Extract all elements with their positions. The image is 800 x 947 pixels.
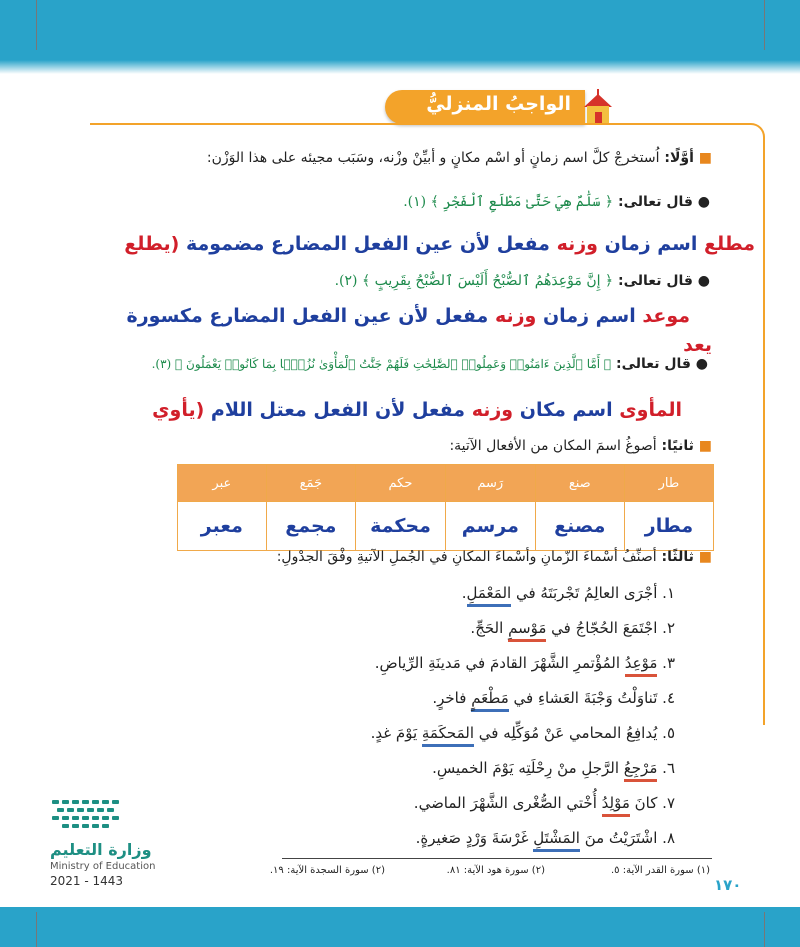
answer-3-word: المأوى: [619, 399, 682, 421]
second-label: ثانيًا:: [661, 438, 694, 454]
sentence-number: ٢.: [662, 619, 675, 637]
homework-title-tab: [385, 90, 585, 124]
sentence-text: .: [461, 584, 467, 602]
place-noun: مَطْعَمٍ: [471, 689, 509, 712]
answer-3-verb: (يأوي: [152, 399, 205, 421]
answer-2: [127, 305, 690, 327]
verbs-table: [177, 464, 714, 551]
verse-3-text: ﴿ أَمَّا ٱلَّذِينَ ءَامَنُوا۟ وَعَمِلُوا۟ ٱلصَّٰلِحَٰتِ فَلَهُمْ جَنَّٰتُ ٱلْمَأْوَىٰ نُزُلًۢا بِمَا كَانُوا۟ يَعْمَلُونَ ﴾ (٣).: [151, 357, 612, 371]
bullet-icon: ■: [693, 549, 712, 565]
sentence-number: ١.: [662, 584, 675, 602]
answer-cell: مرسم: [445, 502, 535, 551]
first-instruction: [207, 150, 712, 166]
verse-3: ● قال تعالى: ﴿ أَمَّا ٱلَّذِينَ ءَامَنُوا۟ وَعَمِلُوا۟ ٱلصَّٰلِحَٰتِ فَلَهُمْ جَنَّٰتُ ٱلْمَأْوَىٰ نُزُلًۢا بِمَا كَانُوا۟ يَعْمَلُونَ ﴾ (٣).: [151, 356, 708, 372]
time-noun: مَرْجِعُ: [624, 759, 658, 782]
answer-1-type: اسم زمان: [604, 233, 698, 255]
ministry-name-arabic: وزارة التعليم: [50, 840, 152, 859]
verb-cell: جَمَع: [266, 465, 355, 502]
sentence-number: ٨.: [662, 829, 675, 847]
verb-cell: حكم: [355, 465, 445, 502]
sentence-text: الحَجِّ.: [470, 619, 509, 637]
answer-1-weight-label: وزنه: [556, 233, 598, 255]
sentence-text: اجْتَمَعَ الحُجّاجُ في: [546, 619, 658, 637]
sentence-5: [371, 724, 675, 742]
top-banner: [0, 0, 800, 62]
sentence-number: ٥.: [662, 724, 675, 742]
verb-cell: رَسم: [445, 465, 535, 502]
footnote-3: (٢) سورة السجدة الآية: ١٩.: [269, 865, 385, 876]
sentence-text: أجْرَى العالِمُ تَجْربَتَهُ في: [511, 584, 658, 602]
time-noun: مَوْلِدُ: [602, 794, 630, 817]
bullet-icon: ■: [693, 150, 712, 166]
answer-1-word: مطلع: [703, 233, 755, 255]
verse-2: ● قال تعالى: ﴿ إِنَّ مَوْعِدَهُمُ ٱلصُّبْحُ أَلَيْسَ ٱلصُّبْحُ بِقَرِيبٍ ﴾ (٢).: [334, 273, 710, 289]
crop-mark-bottom-left: [36, 912, 37, 947]
answer-3-weight-label: وزنه: [471, 399, 514, 421]
third-label: ثالثًا:: [661, 549, 694, 565]
answer-3: [152, 399, 682, 421]
sentence-2: [470, 619, 675, 637]
sentence-number: ٤.: [662, 689, 675, 707]
answer-1-reason: مفعل لأن عين الفعل المضارع مضمومة: [185, 233, 550, 255]
verse-3-lead: قال تعالى:: [616, 356, 691, 372]
sentence-text: فاخرٍ.: [432, 689, 472, 707]
verse-2-lead: قال تعالى:: [618, 273, 693, 289]
sentence-8: [416, 829, 675, 847]
place-noun: المَشْتَلِ: [533, 829, 580, 852]
place-noun: المَحكَمَةِ: [422, 724, 474, 747]
answer-cell: مطار: [624, 502, 713, 551]
sentence-6: [432, 759, 675, 777]
verse-2-text: ﴿ إِنَّ مَوْعِدَهُمُ ٱلصُّبْحُ أَلَيْسَ ٱلصُّبْحُ بِقَرِيبٍ ﴾ (٢).: [334, 273, 614, 289]
second-text: أصوغُ اسمَ المكان من الأفعال الآتية:: [449, 438, 657, 454]
answer-3-reason: مفعل لأن الفعل معتل اللام: [210, 399, 466, 421]
verse-1-lead: قال تعالى:: [618, 194, 693, 210]
footnote-2: (٢) سورة هود الآية: ٨١.: [446, 865, 545, 876]
sentence-text: اشْتَرَيْتُ منَ: [579, 829, 658, 847]
verb-cell: صنع: [535, 465, 624, 502]
verbs-answer-row: [178, 502, 714, 551]
sentence-text: أُخْتي الصُّغْرى الشَّهْرَ الماضي.: [413, 794, 602, 812]
answer-2-weight-label: وزنه: [494, 305, 537, 327]
answer-2-word: موعد: [642, 305, 690, 327]
answer-3-type: اسم مكان: [519, 399, 613, 421]
sentence-number: ٦.: [662, 759, 675, 777]
answer-1: [124, 233, 755, 255]
sentence-text: المُؤْتمرِ الشَّهْرَ القادمَ في مَدينَةِ الرِّياضِ.: [374, 654, 625, 672]
crop-mark-right: [764, 0, 765, 50]
verse-1-text: ﴿ سَلَٰمٌ هِيَ حَتَّىٰ مَطْلَعِ ٱلْفَجْرِ ﴾ (١).: [403, 194, 614, 210]
answer-cell: مجمع: [266, 502, 355, 551]
crop-mark-left: [36, 0, 37, 50]
sentence-text: يَوْمَ غدٍ.: [370, 724, 422, 742]
time-noun: مَوْعِدُ: [625, 654, 658, 677]
third-instruction: [277, 549, 712, 565]
answer-2-verb: يعد: [683, 334, 712, 356]
verse-1: ● قال تعالى: ﴿ سَلَٰمٌ هِيَ حَتَّىٰ مَطْلَعِ ٱلْفَجْرِ ﴾ (١).: [403, 194, 710, 210]
verbs-header-row: [178, 465, 714, 502]
footnote-1: (١) سورة القدر الآية: ٥.: [610, 865, 710, 876]
answer-cell: معبر: [178, 502, 267, 551]
sentence-3: [375, 654, 675, 672]
page-number: ١٧٠: [714, 876, 742, 894]
third-text: أصنِّفُ أسْماءَ الزّمانِ وأسْماءَ المكانِ في الجُملِ الآتيةِ وفْقَ الجدْولِ:: [276, 549, 657, 565]
house-icon: [581, 87, 615, 125]
sentence-number: ٧.: [662, 794, 675, 812]
answer-1-verb: (يطلع: [124, 233, 180, 255]
verb-cell: عبر: [178, 465, 267, 502]
sentence-number: ٣.: [662, 654, 675, 672]
bullet-icon: ■: [693, 438, 712, 454]
sentence-1: [462, 584, 675, 602]
crop-mark-bottom-right: [764, 912, 765, 947]
sentence-text: يُدافِعُ المحامي عَنْ مُوَكِّلِه في: [473, 724, 658, 742]
answer-cell: مصنع: [535, 502, 624, 551]
homework-title: الواجبُ المنزليُّ: [426, 93, 571, 115]
sentence-text: الرَّجلِ منْ رِحْلَتِه يَوْمَ الخميسِ.: [432, 759, 624, 777]
verb-cell: طار: [624, 465, 713, 502]
sentence-text: تَناوَلْتُ وَجْبَةَ العَشاءِ في: [508, 689, 658, 707]
second-instruction: [449, 438, 712, 454]
first-label: أوَّلًا:: [664, 150, 694, 166]
sentence-7: [414, 794, 675, 812]
time-noun: مَوْسمِ: [508, 619, 546, 642]
answer-2-reason: مفعل لأن عين الفعل المضارع مكسورة: [126, 305, 489, 327]
footnote-rule: [282, 858, 712, 859]
place-noun: المَعْمَلِ: [467, 584, 512, 607]
ministry-name-english: Ministry of Education: [50, 861, 156, 872]
sentence-4: [432, 689, 675, 707]
sentence-text: كانَ: [629, 794, 658, 812]
ministry-year: 2021 - 1443: [50, 874, 124, 888]
answer-cell: محكمة: [355, 502, 445, 551]
sentence-text: غَرْسَةَ وَرْدٍ صَغيرةٍ.: [415, 829, 534, 847]
bottom-banner: [0, 907, 800, 947]
ministry-logo-icon: [50, 798, 130, 834]
first-text: اُستخرجْ كلَّ اسم زمانٍ أو اسْم مكانٍ و أبيِّنْ وزْنه، وسَبَب مجيئه على هذا الوَزْن:: [206, 150, 660, 166]
answer-2-type: اسم زمان: [542, 305, 636, 327]
